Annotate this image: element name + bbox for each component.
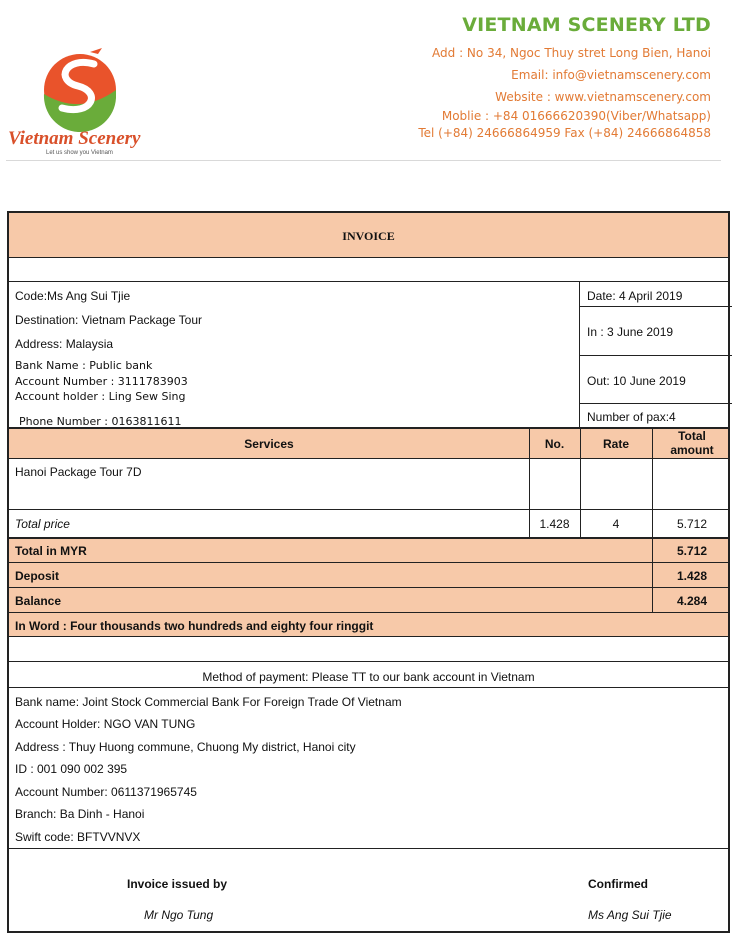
customer-address: Address: Malaysia — [15, 337, 114, 351]
divider — [9, 687, 728, 688]
logo-tagline: Let us show you Vietnam — [46, 150, 113, 156]
customer-phone: Phone Number : 0163811611 — [19, 415, 182, 428]
divider — [579, 355, 732, 356]
confirmed-name: Ms Ang Sui Tjie — [588, 908, 672, 922]
divider — [9, 661, 728, 662]
company-name: VIETNAM SCENERY LTD — [462, 14, 711, 36]
customer-destination: Destination: Vietnam Package Tour — [15, 313, 203, 327]
divider — [9, 509, 728, 510]
rate-header: Rate — [602, 437, 629, 451]
payment-branch: Branch: Ba Dinh - Hanoi — [15, 807, 145, 821]
check-in-date: In : 3 June 2019 — [587, 325, 674, 339]
deposit-label: Deposit — [15, 569, 60, 583]
divider — [9, 281, 728, 282]
payment-account-holder: Account Holder: NGO VAN TUNG — [15, 717, 196, 731]
divider — [9, 848, 728, 849]
invoice-title: INVOICE — [342, 229, 395, 243]
logo-text: Vietnam Scenery — [8, 128, 141, 149]
issued-by-name: Mr Ngo Tung — [144, 908, 214, 922]
total-header-line1: Total — [678, 429, 706, 443]
company-website: Website : www.vietnamscenery.com — [495, 90, 711, 104]
deposit-value: 1.428 — [677, 569, 708, 583]
total-header-line2: amount — [670, 443, 714, 457]
services-header: Services — [244, 437, 294, 451]
payment-bank-name: Bank name: Joint Stock Commercial Bank For Foreign Trade Of Vietnam — [15, 695, 402, 709]
divider — [9, 458, 728, 459]
total-amount-header — [652, 429, 732, 457]
divider — [9, 562, 728, 563]
header-divider — [6, 160, 721, 161]
company-tel-fax: Tel (+84) 24666864959 Fax (+84) 24666864858 — [418, 126, 711, 140]
check-out-date: Out: 10 June 2019 — [587, 374, 686, 388]
amount-in-words: In Word : Four thousands two hundreds and eighty four ringgit — [15, 619, 374, 633]
payment-swift-code: Swift code: BFTVVNVX — [15, 830, 141, 844]
customer-code: Code:Ms Ang Sui Tjie — [15, 289, 131, 303]
divider — [579, 281, 580, 427]
divider — [579, 403, 732, 404]
service-item: Hanoi Package Tour 7D — [15, 465, 142, 479]
number-of-pax: Number of pax:4 — [587, 410, 676, 424]
total-price-label: Total price — [15, 517, 70, 531]
total-price-rate: 4 — [612, 517, 620, 531]
company-address: Add : No 34, Ngoc Thuy stret Long Bien, Hanoi — [432, 46, 711, 60]
balance-value: 4.284 — [677, 594, 708, 608]
divider — [9, 612, 728, 613]
payment-address: Address : Thuy Huong commune, Chuong My district, Hanoi city — [15, 740, 356, 754]
company-mobile: Moblie : +84 01666620390(Viber/Whatsapp) — [441, 109, 711, 123]
company-logo — [6, 46, 166, 162]
total-myr-value: 5.712 — [677, 544, 708, 558]
confirmed-label: Confirmed — [588, 877, 648, 891]
total-price-amount: 5.712 — [676, 517, 708, 531]
divider — [579, 306, 732, 307]
company-info — [418, 14, 711, 142]
payment-method: Method of payment: Please TT to our bank account in Vietnam — [202, 670, 535, 684]
payment-id: ID : 001 090 002 395 — [15, 762, 128, 776]
company-email: Email: info@vietnamscenery.com — [511, 68, 711, 82]
total-myr-label: Total in MYR — [15, 544, 87, 558]
customer-bank-name: Bank Name : Public bank — [15, 359, 153, 372]
divider — [9, 587, 728, 588]
issued-by-label: Invoice issued by — [127, 877, 228, 891]
total-price-no: 1.428 — [539, 517, 570, 531]
divider — [9, 636, 728, 637]
invoice-date: Date: 4 April 2019 — [587, 289, 683, 303]
payment-account-number: Account Number: 0611371965745 — [15, 785, 197, 799]
divider — [9, 257, 728, 258]
customer-account-number: Account Number : 3111783903 — [15, 375, 188, 388]
balance-label: Balance — [15, 594, 62, 608]
customer-account-holder: Account holder : Ling Sew Sing — [15, 390, 186, 403]
invoice-table — [7, 211, 730, 933]
no-header: No. — [544, 437, 565, 451]
divider — [652, 539, 653, 612]
